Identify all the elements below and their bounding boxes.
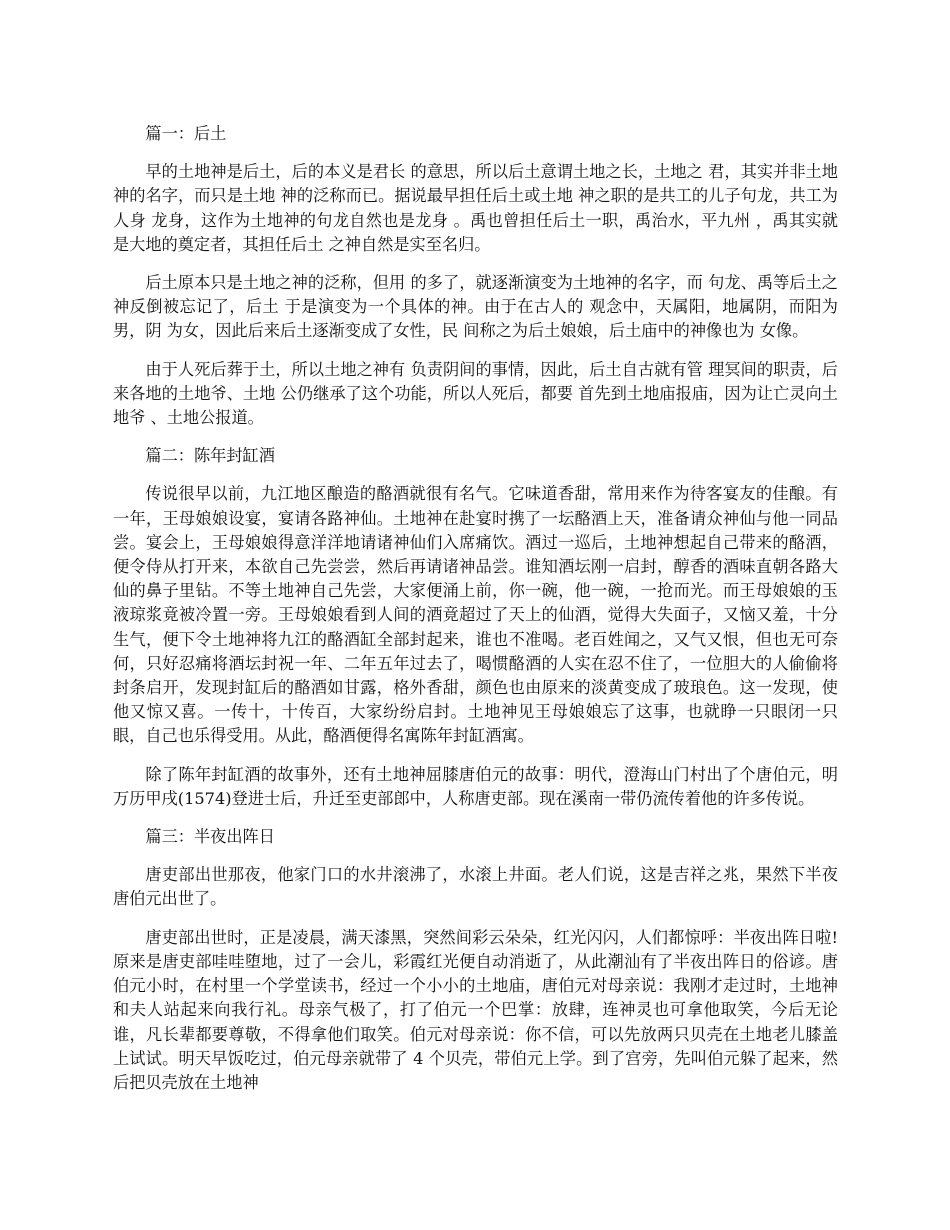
paragraph: 唐吏部出世时，正是凌晨，满天漆黑，突然间彩云朵朵，红光闪闪，人们都惊呼：半夜出阵日啦!原来是唐吏部哇哇堕地，过了一会儿，彩霞红光便自动消逝了，从此潮汕有了半夜出阵日的俗谚。唐伯元小时，在村里一个学堂读书，经过一个小小的土地庙，唐伯元对母亲说：我刚才走过时，土地神和夫人站起来向我行礼。母亲气极了，打了伯元一个巴掌：放肆，连神灵也可拿他取笑，今后无论谁，凡长辈都要尊敬，不得拿他们取笑。伯元对母亲说：你不信，可以先放两只贝壳在土地老儿膝盖上试试。明天早饭吃过，伯元母亲就带了 4 个贝壳，带伯元上学。到了宫旁，先叫伯元躲了起来，然后把贝壳放在土地神 — [113, 927, 838, 1092]
section-heading-3: 篇三：半夜出阵日 — [145, 827, 275, 847]
section-heading-2: 篇二：陈年封缸酒 — [145, 446, 275, 466]
paragraph: 后土原本只是土地之神的泛称，但用 的多了，就逐渐演变为土地神的名字，而 句龙、禹等后土之神反倒被忘记了，后土 于是演变为一个具体的神。由于在古人的 观念中，天属阳，地属阴，而阳为男，阴 为女，因此后来后土逐渐变成了女性，民 间称之为后土娘娘，后土庙中的神像也为 女像。 — [113, 273, 838, 341]
paragraph: 早的土地神是后土，后的本义是君长 的意思，所以后土意谓土地之长，土地之 君，其实并非土地神的名字，而只是土地 神的泛称而已。据说最早担任后土或土地 神之职的是共工的儿子句龙，共工为人身 龙身，这作为土地神的句龙自然也是龙身 。禹也曾担任后土一职，禹治水，平九州 ，禹其实就是大地的奠定者，其担任后土 之神自然是实至名归。 — [113, 162, 838, 254]
paragraph: 除了陈年封缸酒的故事外，还有土地神屈膝唐伯元的故事：明代，澄海山门村出了个唐伯元，明万历甲戌(1574)登进士后，升迁至吏部郎中，人称唐吏部。现在溪南一带仍流传着他的许多传说。 — [113, 764, 838, 808]
paragraph: 由于人死后葬于土，所以土地之神有 负责阴间的事情，因此，后土自古就有管 理冥间的职责，后来各地的土地爷、土地 公仍继承了这个功能，所以人死后，都要 首先到土地庙报庙，因为让亡灵向土地爷 、土地公报道。 — [113, 359, 838, 428]
paragraph: 传说很早以前，九江地区酿造的酪酒就很有名气。它味道香甜，常用来作为待客宴友的佳酿。有一年，王母娘娘设宴，宴请各路神仙。土地神在赴宴时携了一坛酪酒上天，准备请众神仙与他一同品尝。宴会上，王母娘娘得意洋洋地请诸神仙们入席痛饮。酒过一巡后，土地神想起自己带来的酪酒，便令侍从打开来，本欲自己先尝尝，然后再请诸神品尝。谁知酒坛刚一启封，醇香的酒味直朝各路大仙的鼻子里钻。不等土地神自己先尝，大家便涌上前，你一碗，他一碗，一抢而光。而王母娘娘的玉液琼浆竟被冷置一旁。王母娘娘看到人间的酒竟超过了天上的仙酒，觉得大失面子，又恼又羞，十分生气，便下令土地神将九江的酪酒缸全部封起来，谁也不准喝。老百姓闻之，又气又恨，但也无可奈何，只好忍痛将酒坛封祝一年、二年五年过去了，喝惯酪酒的人实在忍不住了，一位胆大的人偷偷将封条启开，发现封缸后的酪酒如甘露，格外香甜，颜色也由原来的淡黄变成了玻琅色。这一发现，使他又惊又喜。一传十，十传百，大家纷纷启封。土地神见王母娘娘忘了这事，也就睁一只眼闭一只眼，自己也乐得受用。从此，酪酒便得名寓陈年封缸酒寓。 — [113, 484, 838, 746]
section-heading-1: 篇一：后土 — [145, 124, 227, 143]
paragraph: 唐吏部出世那夜，他家门口的水井滚沸了，水滚上井面。老人们说，这是吉祥之兆，果然下半夜唐伯元出世了。 — [113, 865, 838, 909]
document-body — [113, 122, 838, 1109]
